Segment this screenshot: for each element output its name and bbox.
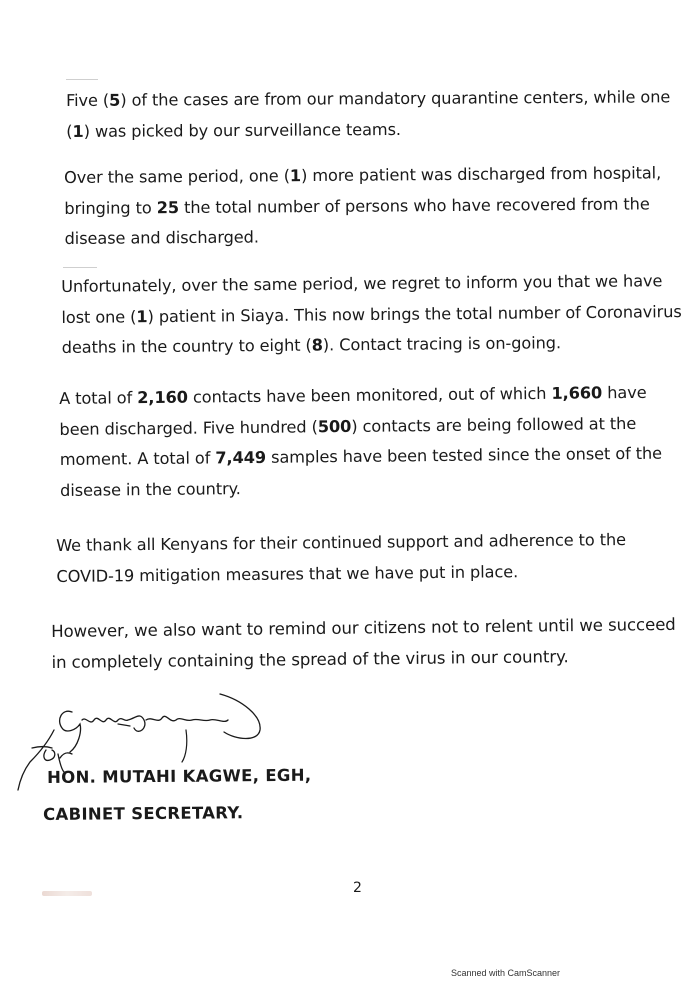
text-line: disease in the country. xyxy=(60,478,241,500)
signature-flourish xyxy=(220,694,260,739)
signatory-title: CABINET SECRETARY. xyxy=(43,803,244,824)
text-line: been discharged. Five hundred (500) contacts are being followed at the xyxy=(59,413,637,439)
text-line: (1) was picked by our surveillance teams. xyxy=(66,119,401,141)
paragraph-thanks xyxy=(56,525,626,592)
text-line: A total of 2,160 contacts have been monitored, out of which 1,660 have xyxy=(59,382,647,408)
paragraph-new-cases-sources xyxy=(66,82,670,147)
text-line: However, we also want to remind our citizens not to relent until we succeed xyxy=(51,614,676,641)
text-line: Unfortunately, over the same period, we regret to inform you that we have xyxy=(61,271,663,296)
text-line: Five (5) of the cases are from our mandatory quarantine centers, while one xyxy=(66,87,671,110)
paragraph-reminder xyxy=(51,610,676,678)
text-line: We thank all Kenyans for their continued support and adherence to the xyxy=(56,530,627,555)
text-line: in completely containing the spread of the virus in our country. xyxy=(51,646,569,672)
paragraph-recoveries xyxy=(64,158,662,254)
scan-speck xyxy=(66,79,98,80)
text-line: bringing to 25 the total number of persons who have recovered from the xyxy=(64,193,650,218)
paragraph-contacts-and-testing xyxy=(59,378,662,506)
text-line: COVID-19 mitigation measures that we have put in place. xyxy=(56,561,519,586)
scanner-watermark: Scanned with CamScanner xyxy=(451,968,561,978)
text-line: Over the same period, one (1) more patient was discharged from hospital, xyxy=(64,163,662,187)
text-line: disease and discharged. xyxy=(64,227,259,248)
text-line: deaths in the country to eight (8). Contact tracing is on-going. xyxy=(61,333,562,357)
scan-smudge xyxy=(42,891,92,896)
text-line: lost one (1) patient in Siaya. This now brings the total number of Coronavirus xyxy=(61,301,682,327)
text-line: moment. A total of 7,449 samples have been tested since the onset of the xyxy=(59,443,663,469)
scan-speck xyxy=(63,267,97,268)
signatory-name: HON. MUTAHI KAGWE, EGH, xyxy=(47,765,312,787)
page-number: 2 xyxy=(353,880,362,896)
paragraph-deaths xyxy=(61,266,682,363)
signature-scribble xyxy=(60,711,228,752)
signature-underline xyxy=(118,724,187,762)
